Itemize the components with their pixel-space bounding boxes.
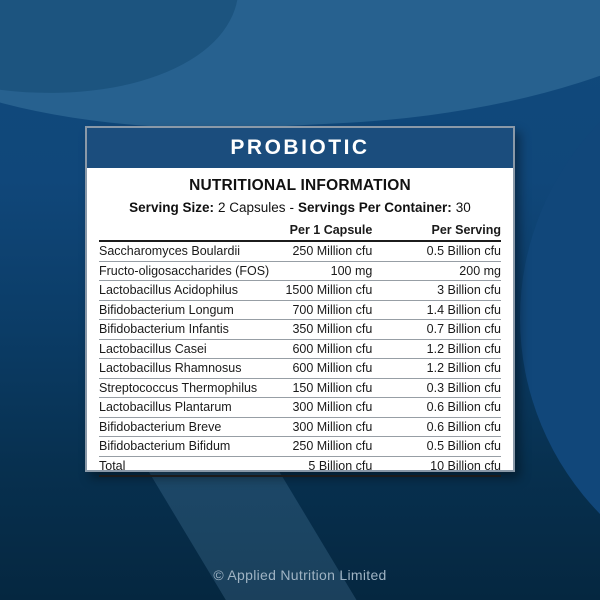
per-serving-value: 3 Billion cfu [372, 281, 501, 301]
table-row [99, 437, 501, 457]
table-row [99, 378, 501, 398]
table-row [99, 261, 501, 281]
serving-size-label: Serving Size: [129, 200, 214, 215]
ingredient-name: Lactobacillus Plantarum [99, 398, 276, 418]
table-row [99, 320, 501, 340]
total-per-serving-value: 10 Billion cfu [372, 456, 501, 476]
section-title: NUTRITIONAL INFORMATION [189, 177, 411, 194]
ingredient-name: Lactobacillus Rhamnosus [99, 359, 276, 379]
serving-size-value: 2 Capsules [217, 200, 286, 215]
per-serving-value: 0.5 Billion cfu [372, 241, 501, 261]
per-capsule-value: 250 Million cfu [276, 437, 372, 457]
serving-info [87, 200, 513, 215]
per-capsule-value: 150 Million cfu [276, 378, 372, 398]
table-row [99, 281, 501, 301]
copyright-text: © Applied Nutrition Limited [213, 567, 387, 583]
per-capsule-value: 600 Million cfu [276, 359, 372, 379]
per-serving-value: 0.6 Billion cfu [372, 417, 501, 437]
column-header-per-serving: Per Serving [372, 222, 501, 241]
per-capsule-value: 250 Million cfu [276, 241, 372, 261]
ingredient-name: Bifidobacterium Longum [99, 300, 276, 320]
column-header-per-capsule: Per 1 Capsule [276, 222, 372, 241]
per-capsule-value: 350 Million cfu [276, 320, 372, 340]
table-row [99, 417, 501, 437]
nutrition-table [99, 222, 501, 477]
table-row [99, 300, 501, 320]
table-row-total [99, 456, 501, 476]
ingredient-name: Bifidobacterium Bifidum [99, 437, 276, 457]
total-label: Total [99, 456, 276, 476]
ingredient-name: Bifidobacterium Breve [99, 417, 276, 437]
product-header-bar [87, 128, 513, 168]
table-row [99, 359, 501, 379]
watermark-right-curve [520, 38, 600, 598]
per-serving-value: 0.3 Billion cfu [372, 378, 501, 398]
servings-per-container-label: Servings Per Container: [298, 200, 452, 215]
nutrition-label-card [85, 126, 515, 472]
per-capsule-value: 300 Million cfu [276, 417, 372, 437]
ingredient-name: Lactobacillus Casei [99, 339, 276, 359]
per-capsule-value: 300 Million cfu [276, 398, 372, 418]
table-row [99, 241, 501, 261]
per-capsule-value: 700 Million cfu [276, 300, 372, 320]
table-header-row [99, 222, 501, 241]
product-title: PROBIOTIC [230, 136, 370, 159]
per-serving-value: 1.4 Billion cfu [372, 300, 501, 320]
per-serving-value: 0.5 Billion cfu [372, 437, 501, 457]
total-per-capsule-value: 5 Billion cfu [276, 456, 372, 476]
table-row [99, 398, 501, 418]
per-serving-value: 1.2 Billion cfu [372, 359, 501, 379]
table-row [99, 339, 501, 359]
per-serving-value: 0.7 Billion cfu [372, 320, 501, 340]
ingredient-name: Fructo-oligosaccharides (FOS) [99, 261, 276, 281]
per-capsule-value: 100 mg [276, 261, 372, 281]
ingredient-name: Streptococcus Thermophilus [99, 378, 276, 398]
per-serving-value: 200 mg [372, 261, 501, 281]
ingredient-name: Saccharomyces Boulardii [99, 241, 276, 261]
servings-per-container-value: 30 [455, 200, 471, 215]
ingredient-name: Bifidobacterium Infantis [99, 320, 276, 340]
per-capsule-value: 600 Million cfu [276, 339, 372, 359]
per-serving-value: 1.2 Billion cfu [372, 339, 501, 359]
per-capsule-value: 1500 Million cfu [276, 281, 372, 301]
serving-separator: - [289, 200, 294, 215]
ingredient-name: Lactobacillus Acidophilus [99, 281, 276, 301]
per-serving-value: 0.6 Billion cfu [372, 398, 501, 418]
column-header-empty [99, 222, 276, 241]
